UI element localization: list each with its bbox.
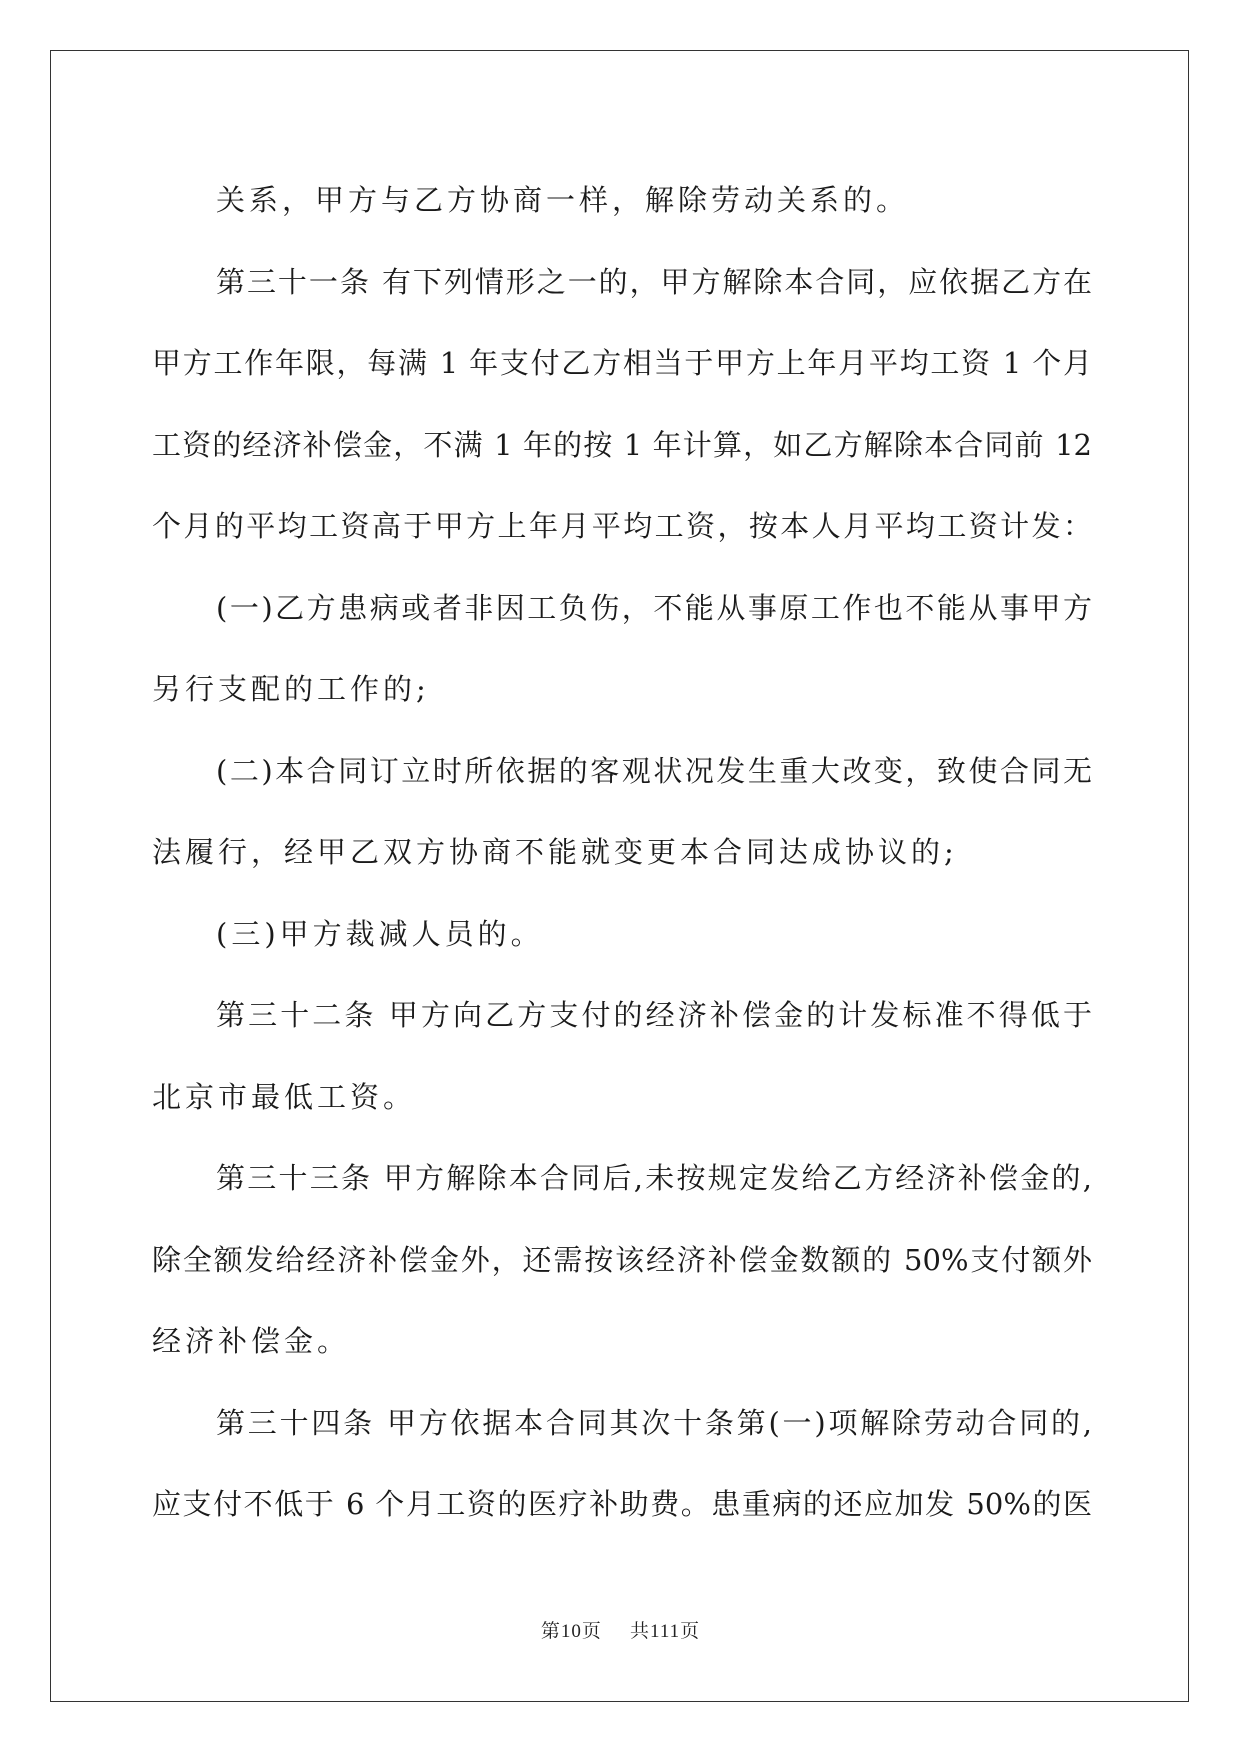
text-line: 第三十三条 甲方解除本合同后,未按规定发给乙方经济补偿金的,	[216, 1161, 1092, 1195]
text-line: 甲方工作年限，每满 1 年支付乙方相当于甲方上年月平均工资 1 个月	[152, 346, 1092, 380]
text-line: 经济补偿金。	[152, 1324, 351, 1358]
text-line: 个月的平均工资高于甲方上年月平均工资，按本人月平均工资计发：	[152, 509, 1092, 543]
total-prefix: 共	[630, 1620, 651, 1642]
text-line: 除全额发给经济补偿金外，还需按该经济补偿金数额的 50%支付额外	[152, 1242, 1092, 1277]
text-line: (一)乙方患病或者非因工负伤，不能从事原工作也不能从事甲方	[216, 590, 1092, 625]
page-prefix: 第	[540, 1620, 561, 1642]
text-line: (二)本合同订立时所依据的客观状况发生重大改变，致使合同无	[216, 753, 1092, 788]
page-number: 10	[560, 1621, 582, 1642]
total-pages: 111	[650, 1621, 681, 1642]
page-footer	[0, 1616, 1241, 1643]
text-line: 第三十二条 甲方向乙方支付的经济补偿金的计发标准不得低于	[216, 998, 1092, 1032]
page-suffix: 页	[581, 1620, 602, 1642]
text-line: 法履行，经甲乙双方协商不能就变更本合同达成协议的;	[152, 835, 958, 869]
text-line: 另行支配的工作的;	[152, 672, 430, 706]
document-body	[152, 160, 1092, 1546]
text-line: 北京市最低工资。	[152, 1079, 417, 1114]
total-suffix: 页	[680, 1620, 701, 1642]
text-line: 工资的经济补偿金，不满 1 年的按 1 年计算，如乙方解除本合同前 12	[152, 427, 1092, 462]
text-line: 应支付不低于 6 个月工资的医疗补助费。患重病的还应加发 50%的医	[152, 1487, 1092, 1521]
text-line: 第三十一条 有下列情形之一的，甲方解除本合同，应依据乙方在	[216, 264, 1092, 299]
text-line: 关系，甲方与乙方协商一样，解除劳动关系的。	[216, 183, 910, 217]
text-line: (三)甲方裁减人员的。	[216, 916, 544, 951]
text-line: 第三十四条 甲方依据本合同其次十条第(一)项解除劳动合同的,	[216, 1405, 1092, 1440]
